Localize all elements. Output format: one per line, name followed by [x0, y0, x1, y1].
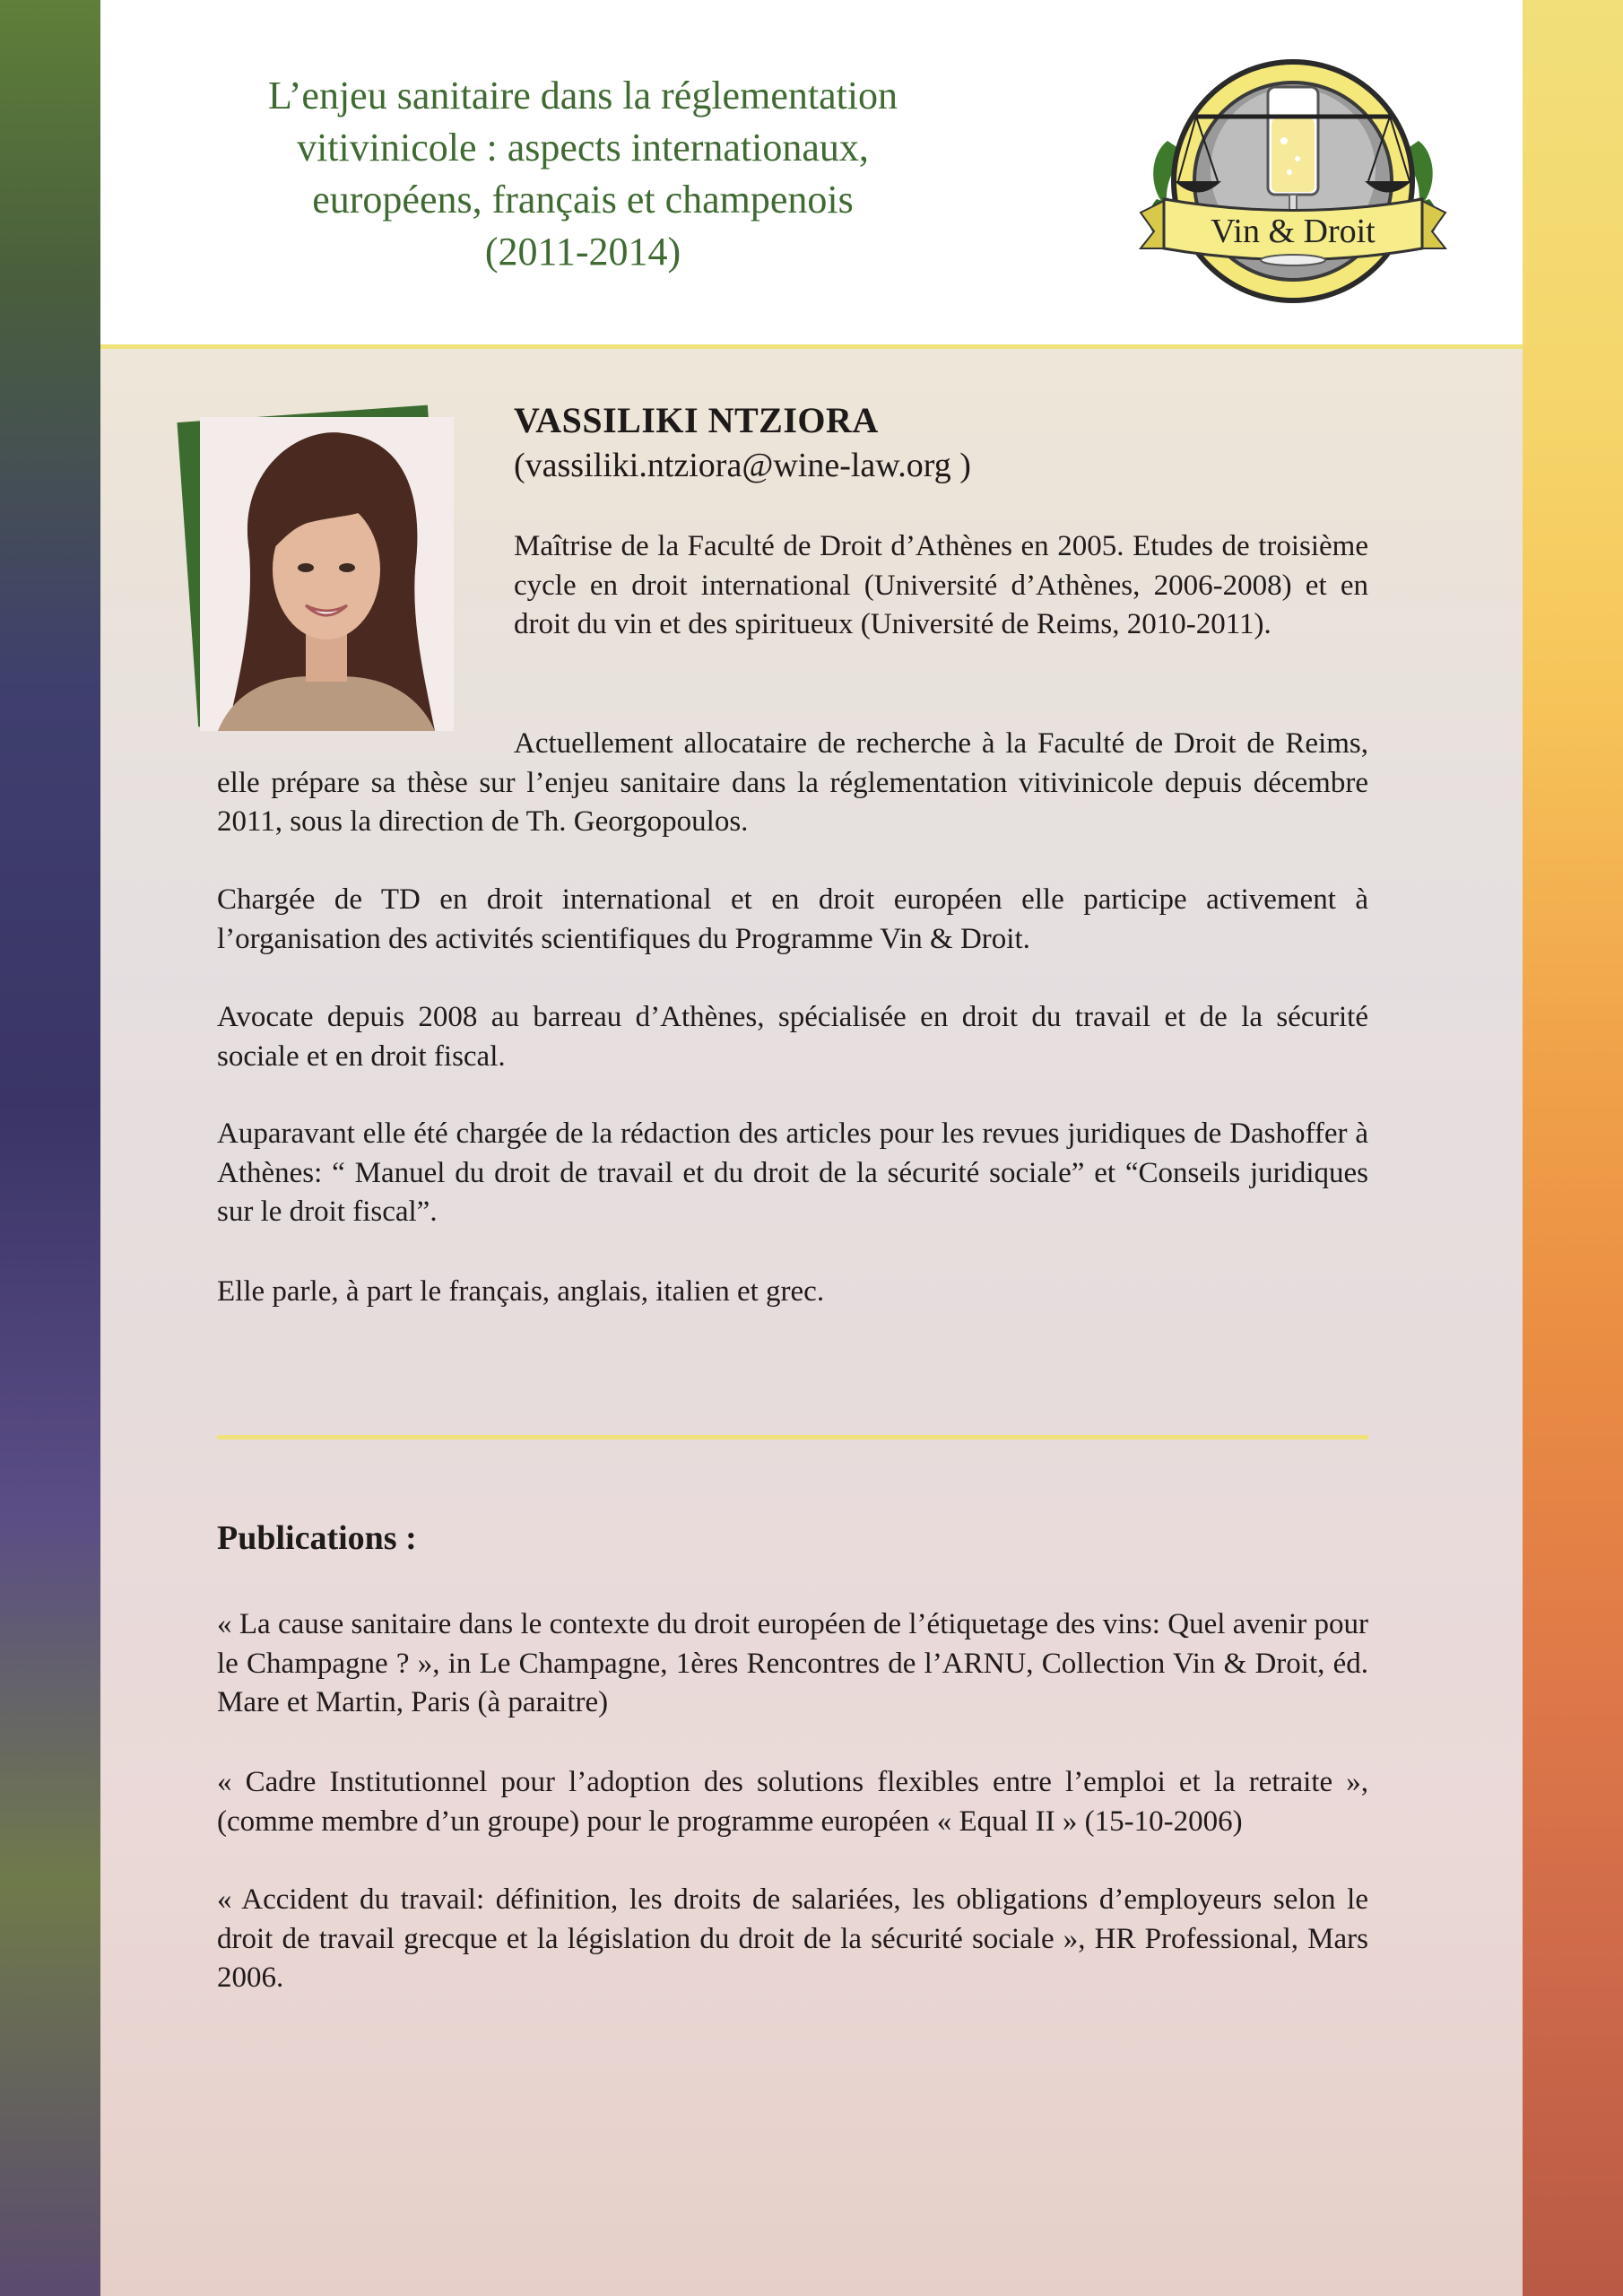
title-line: vitivinicole : aspects internationaux,	[297, 126, 869, 170]
bio-paragraph: Elle parle, à part le français, anglais, italien et grec.	[217, 1275, 825, 1308]
header-divider	[100, 344, 1523, 349]
title-line: L’enjeu sanitaire dans la réglementation	[267, 74, 898, 117]
svg-text:Vin & Droit: Vin & Droit	[1211, 213, 1376, 250]
bio-paragraph: Actuellement allocataire de recherche à la Faculté de Droit de Reims, elle prépare sa thèse sur l’enjeu sanitaire dans la réglementation vitivinicole depuis décembre 2011, sous la direction de Th. Georgopoulos.	[217, 727, 1368, 838]
vin-et-droit-logo	[1132, 56, 1454, 316]
profile-photo	[200, 417, 454, 731]
background-right-leaves	[1523, 0, 1623, 2296]
bio-paragraph: Auparavant elle été chargée de la rédaction des articles pour les revues juridiques de Dashoffer à Athènes: “ Manuel du droit de travail et du droit de la sécurité sociale” et “Conseils juridiques sur le droit fiscal”.	[217, 1118, 1368, 1228]
publication-item: « La cause sanitaire dans le contexte du droit européen de l’étiquetage des vins: Quel avenir pour le Champagne ? », in Le Champagne, 1ères Rencontres de l’ARNU, Collection Vin & Droit, éd. Mare et Martin, Paris (à paraitre)	[217, 1608, 1368, 1718]
portrait-image	[200, 417, 454, 731]
bio-paragraph: Chargée de TD en droit international et en droit européen elle participe activement à l’organisation des activités scientifiques du Programme Vin & Droit.	[217, 883, 1368, 955]
title-line: européens, français et champenois	[312, 178, 854, 222]
person-name: VASSILIKI NTZIORA	[514, 400, 879, 440]
section-divider	[217, 1435, 1368, 1439]
bio-paragraph: Avocate depuis 2008 au barreau d’Athènes, spécialisée en droit du travail et de la sécurité sociale et en droit fiscal.	[217, 1001, 1368, 1073]
background-left-grapes	[0, 0, 100, 2296]
document-title	[206, 70, 959, 278]
publications-heading: Publications :	[217, 1519, 417, 1557]
person-email[interactable]: (vassiliki.ntziora@wine-law.org )	[514, 447, 971, 484]
bio-paragraph: Maîtrise de la Faculté de Droit d’Athènes en 2005. Etudes de troisième cycle en droit international (Université d’Athènes, 2006-2008) et en droit du vin et des spiritueux (Université de Reims, 2010-2011).	[514, 530, 1368, 640]
scales-glass-icon	[1132, 56, 1454, 316]
publication-item: « Cadre Institutionnel pour l’adoption des solutions flexibles entre l’emploi et la retraite », (comme membre d’un groupe) pour le programme européen « Equal II » (15-10-2006)	[217, 1766, 1368, 1838]
title-line: (2011-2014)	[484, 230, 681, 274]
publication-item: « Accident du travail: définition, les droits de salariées, les obligations d’employeurs selon le droit de travail grecque et la législation du droit de la sécurité sociale », HR Professional, Mars 2006.	[217, 1883, 1368, 1994]
